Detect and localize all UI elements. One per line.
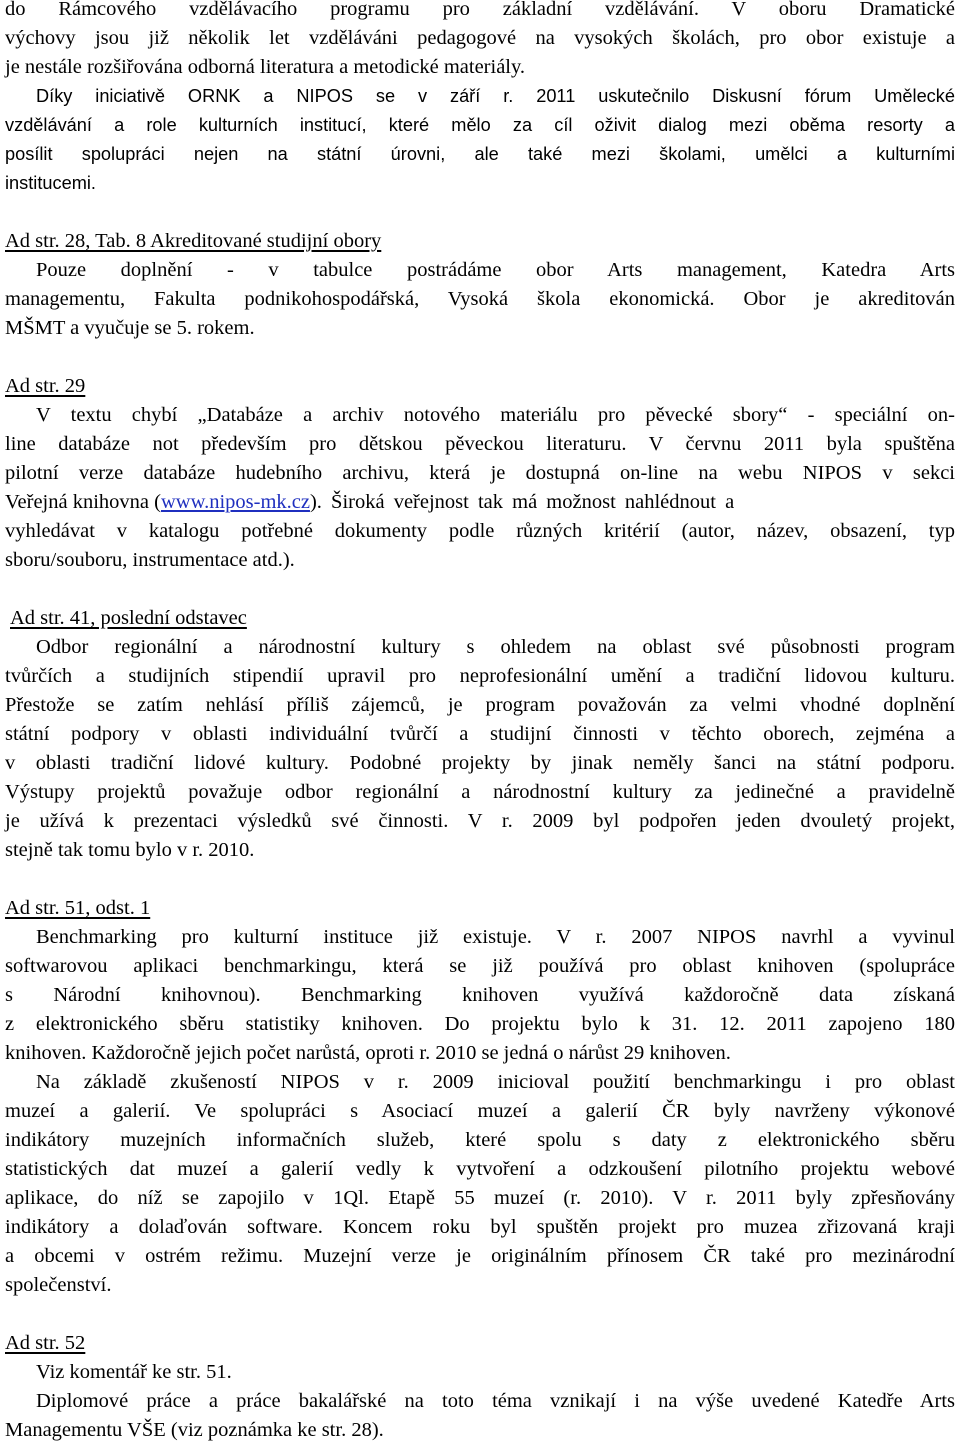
text-line: a obcemi v ostrém režimu. Muzejní verze je originálním přínosem ČR také pro mezinárodní <box>5 1245 955 1267</box>
text-line: Odbor regionální a národnostní kultury s ohledem na oblast své působnosti program <box>36 636 955 658</box>
text-line: managementu, Fakulta podnikohospodářská, Vysoká škola ekonomická. Obor je akreditován <box>5 288 955 310</box>
text-line: line databáze not především pro dětskou pěveckou literaturu. V červnu 2011 byla spuštěna <box>5 433 955 455</box>
section-heading: Ad str. 51, odst. 1 <box>5 897 151 919</box>
text-line: institucemi. <box>5 173 96 193</box>
text-line: Benchmarking pro kulturní instituce již existuje. V r. 2007 NIPOS navrhl a vyvinul <box>36 926 955 948</box>
nipos-link[interactable]: www.nipos-mk.cz <box>160 491 310 513</box>
text-line: aplikace, do níž se zapojilo v 1Ql. Etapě 55 muzeí (r. 2010). V r. 2011 byly zpřesňovány <box>5 1187 955 1209</box>
text-line: indikátory a dolaďován software. Koncem roku byl spuštěn projekt pro muzea zřizovaná kraji <box>5 1216 955 1238</box>
text-line: z elektronického sběru statistiky knihoven. Do projektu bylo k 31. 12. 2011 zapojeno 180 <box>5 1013 955 1035</box>
text-line <box>5 488 955 517</box>
text-line: sboru/souboru, instrumentace atd.). <box>5 549 295 571</box>
section-heading: Ad str. 52 <box>5 1332 86 1354</box>
text-line: Přestože se zatím nehlásí příliš zájemců, je program považován za velmi vhodné doplnění <box>5 694 955 716</box>
text-line: Managementu VŠE (viz poznámka ke str. 28). <box>5 1419 384 1441</box>
text-run: Veřejná knihovna ( <box>5 491 161 513</box>
text-line: muzeí a galerií. Ve spolupráci s Asociací muzeí a galerií ČR byly navrženy výkonové <box>5 1100 955 1122</box>
text-line: vyhledávat v katalogu potřebné dokumenty podle různých kritérií (autor, název, obsazení, typ <box>5 520 955 542</box>
section-heading: Ad str. 28, Tab. 8 Akreditované studijní obory <box>5 230 382 252</box>
text-run: ). Široká veřejnost tak má možnost nahlédnout a <box>309 491 735 513</box>
text-line: softwarovou aplikaci benchmarkingu, která se již používá pro oblast knihoven (spolupráce <box>5 955 955 977</box>
text-line: knihoven. Každoročně jejich počet narůstá, oproti r. 2010 se jedná o nárůst 29 knihoven. <box>5 1042 731 1064</box>
text-line: v oblasti tradiční lidové kultury. Podobné projekty by jinak neměly šanci na státní podporu. <box>5 752 955 774</box>
text-line: stejně tak tomu bylo v r. 2010. <box>5 839 255 861</box>
text-line: Diplomové práce a práce bakalářské na toto téma vznikají i na výše uvedené Katedře Arts <box>36 1390 955 1412</box>
text-line <box>5 82 955 111</box>
text-line: posílit spolupráci nejen na státní úrovni, ale také mezi školami, umělci a kulturními <box>5 144 955 164</box>
text-line: výchovy jsou již několik let vzděláváni pedagogové na vysokých školách, pro obor existuje a <box>5 27 955 49</box>
text-line: Pouze doplnění - v tabulce postrádáme obor Arts management, Katedra Arts <box>36 259 955 281</box>
text-line: tvůrčích a studijních stipendií upravil pro neprofesionální umění a tradiční lidovou kulturu. <box>5 665 955 687</box>
section-heading: Ad str. 29 <box>5 375 86 397</box>
text-line: je užívá k prezentaci výsledků své činnosti. V r. 2009 byl podpořen jeden dvouletý projekt, <box>5 810 955 832</box>
text-line: do Rámcového vzdělávacího programu pro základní vzdělávání. V oboru Dramatické <box>5 0 955 20</box>
text-line: MŠMT a vyučuje se 5. rokem. <box>5 317 255 339</box>
text-line: statistických dat muzeí a galerií vedly k vytvoření a odzkoušení pilotního projektu webové <box>5 1158 955 1180</box>
text-line: Viz komentář ke str. 51. <box>36 1361 232 1383</box>
text-line: společenství. <box>5 1274 112 1296</box>
text-line: s Národní knihovnou). Benchmarking knihoven využívá každoročně data získaná <box>5 984 955 1006</box>
text-line: je nestále rozšiřována odborná literatura a metodické materiály. <box>5 56 526 78</box>
text-line: Díky iniciativě ORNK a NIPOS se v září r. 2011 uskutečnilo Diskusní fórum Umělecké <box>36 86 955 106</box>
text-line: pilotní verze databáze hudebního archivu, která je dostupná on-line na webu NIPOS v sekci <box>5 462 955 484</box>
text-line: V textu chybí „Databáze a archiv notového materiálu pro pěvecké sbory“ - speciální on- <box>36 404 955 426</box>
text-line: Na základě zkušeností NIPOS v r. 2009 inicioval použití benchmarkingu i pro oblast <box>36 1071 955 1093</box>
text-line: Výstupy projektů považuje odbor regionální a národnostní kultury za jedinečné a pravidelně <box>5 781 955 803</box>
section-heading: Ad str. 41, poslední odstavec <box>10 607 247 629</box>
text-line: vzdělávání a role kulturních institucí, které mělo za cíl oživit dialog mezi oběma resorty a <box>5 115 955 135</box>
text-line: indikátory muzejních informačních služeb, které spolu s daty z elektronického sběru <box>5 1129 955 1151</box>
text-line: státní podpory v oblasti individuální tvůrčí a studijní činnosti v těchto oborech, zejména a <box>5 723 955 745</box>
